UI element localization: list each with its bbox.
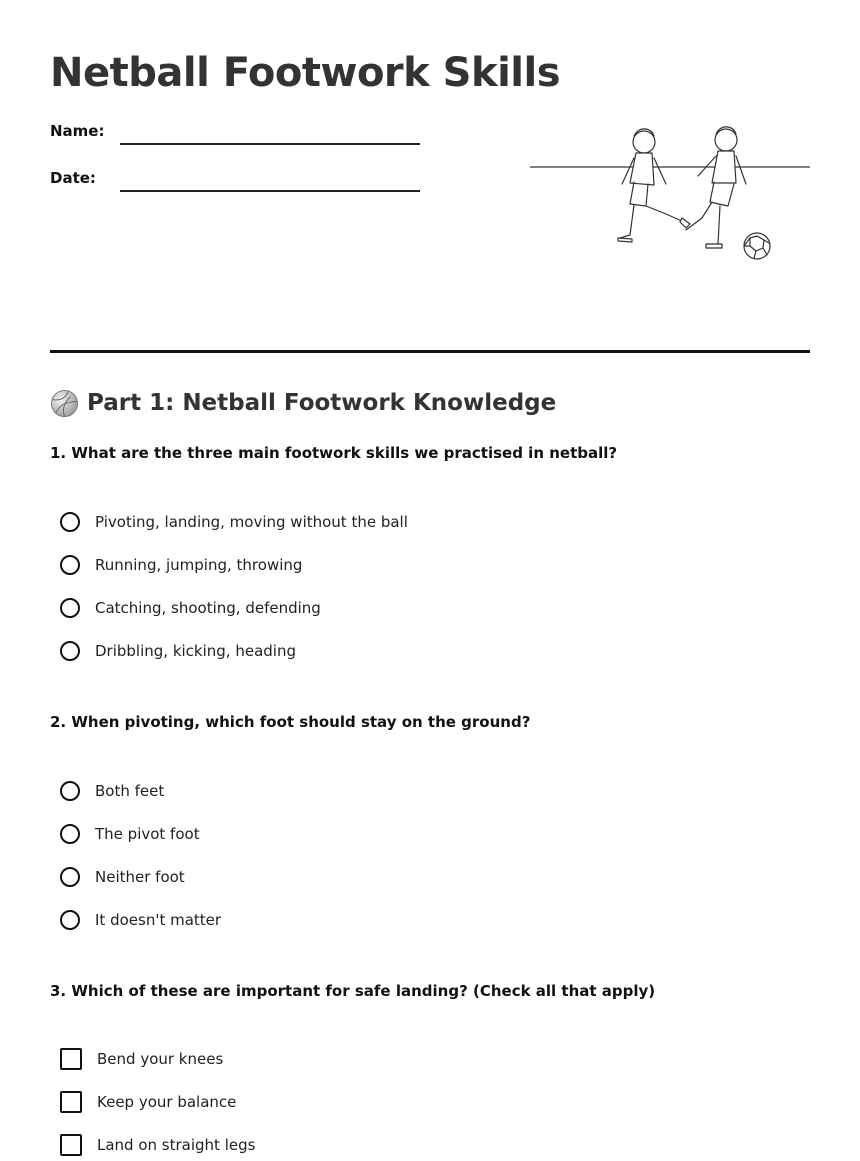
option-label: Pivoting, landing, moving without the ball — [95, 513, 408, 531]
name-field[interactable] — [120, 143, 420, 145]
section-divider — [50, 350, 810, 353]
checkbox[interactable] — [60, 1048, 82, 1070]
children-playing-illustration — [530, 120, 810, 265]
radio-button[interactable] — [60, 867, 80, 887]
option-label: Catching, shooting, defending — [95, 599, 321, 617]
radio-button[interactable] — [60, 910, 80, 930]
question-1: 1. What are the three main footwork skills we practised in netball? — [50, 444, 618, 462]
option-label: Keep your balance — [97, 1093, 237, 1111]
option-label: Both feet — [95, 782, 165, 800]
radio-button[interactable] — [60, 641, 80, 661]
section-title: Part 1: Netball Footwork Knowledge — [87, 390, 557, 416]
q2-option-4[interactable] — [60, 908, 221, 932]
radio-button[interactable] — [60, 555, 80, 575]
option-label: The pivot foot — [95, 825, 200, 843]
q1-option-2[interactable] — [60, 553, 302, 577]
option-label: Bend your knees — [97, 1050, 224, 1068]
option-label: Dribbling, kicking, heading — [95, 642, 296, 660]
q2-option-3[interactable] — [60, 865, 185, 889]
q1-option-1[interactable] — [60, 510, 408, 534]
checkbox[interactable] — [60, 1134, 82, 1156]
date-label: Date: — [50, 169, 96, 187]
question-2: 2. When pivoting, which foot should stay on the ground? — [50, 713, 531, 731]
question-3: 3. Which of these are important for safe landing? (Check all that apply) — [50, 982, 656, 1000]
q3-option-3[interactable] — [60, 1133, 255, 1157]
option-label: Neither foot — [95, 868, 185, 886]
name-label: Name: — [50, 122, 105, 140]
q3-option-1[interactable] — [60, 1047, 223, 1071]
date-field[interactable] — [120, 190, 420, 192]
radio-button[interactable] — [60, 512, 80, 532]
option-label: Running, jumping, throwing — [95, 556, 303, 574]
section-heading — [50, 386, 556, 420]
q2-option-2[interactable] — [60, 822, 200, 846]
q2-option-1[interactable] — [60, 779, 164, 803]
radio-button[interactable] — [60, 598, 80, 618]
option-label: Land on straight legs — [97, 1136, 256, 1154]
radio-button[interactable] — [60, 824, 80, 844]
netball-icon — [50, 389, 79, 418]
worksheet-title: Netball Footwork Skills — [50, 50, 561, 96]
q1-option-4[interactable] — [60, 639, 296, 663]
radio-button[interactable] — [60, 781, 80, 801]
checkbox[interactable] — [60, 1091, 82, 1113]
q3-option-2[interactable] — [60, 1090, 236, 1114]
option-label: It doesn't matter — [95, 911, 222, 929]
q1-option-3[interactable] — [60, 596, 321, 620]
